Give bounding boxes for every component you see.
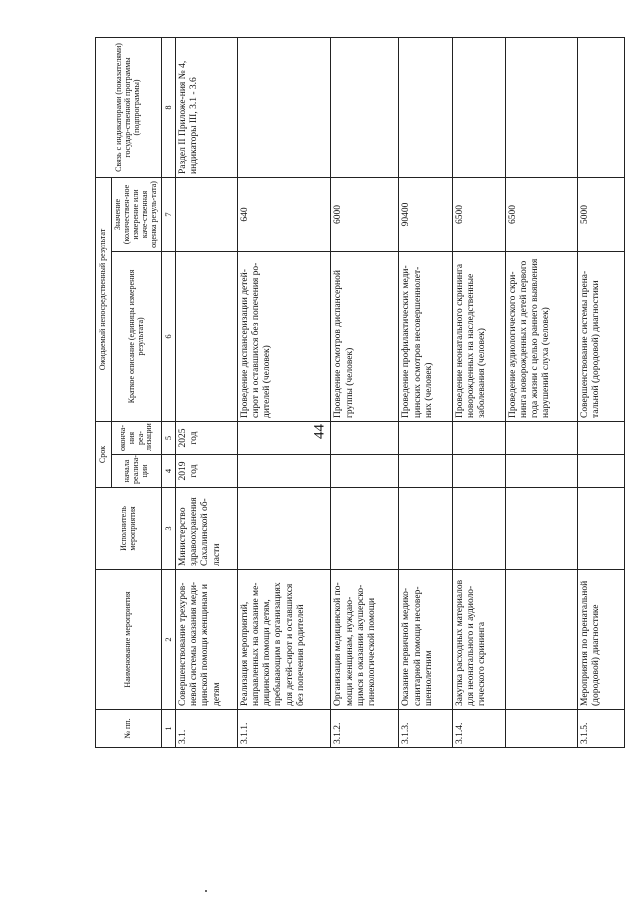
row-value: 90400 (399, 177, 452, 251)
row-description: Проведение диспансеризации детей-сирот и оставшихся без попечения ро-дителей (человек) (237, 251, 331, 421)
row-executor (505, 488, 577, 570)
row-description: Совершенствование системы прена-тальной (дородовой) диагностики (578, 251, 625, 421)
row-num: 3.1.5. (578, 710, 625, 748)
row-name: Мероприятия по пренатальной (дородовой) диагностике (578, 570, 625, 710)
row-name: Реализация мероприятий, направленных на оказание ме-дицинской помощи детям, пребывающим в организациях для детей-сирот и оставшихся без попечения родителей (237, 570, 331, 710)
row-description: Проведение неонатального скрининга новорожденных на наследственные заболевания (человек) (452, 251, 505, 421)
row-start (237, 455, 331, 488)
row-value: 6000 (331, 177, 399, 251)
row-value: 6500 (452, 177, 505, 251)
table-row (505, 37, 577, 747)
row-description: Проведение аудиологического скри-нинга новорожденных и детей первого года жизни с целью раннего выявления нарушений слуха (человек) (505, 251, 577, 421)
row-description: Проведение осмотров диспансерной группы (человек) (331, 251, 399, 421)
row-name: Оказание первичной медико-санитарной помощи несовер-шеннолетним (399, 570, 452, 710)
row-num: 3.1.4. (452, 710, 505, 748)
row-link (452, 37, 505, 177)
header-num: № пп. (96, 710, 162, 748)
row-description: Проведение профилактических меди-цинских осмотров несовершеннолет-них (человек) (399, 251, 452, 421)
scan-speck (205, 890, 207, 892)
table-row (399, 37, 452, 747)
row-end (452, 421, 505, 454)
header-start: начала реализа-ции (112, 455, 162, 488)
colnum-2: 2 (162, 570, 176, 710)
row-end: 2025 год (176, 421, 238, 454)
row-name (505, 570, 577, 710)
row-executor (331, 488, 399, 570)
colnum-5: 5 (162, 421, 176, 454)
header-name: Наименование мероприятия (96, 570, 162, 710)
row-value (176, 177, 238, 251)
row-executor (237, 488, 331, 570)
row-executor: Министерство здравоохранения Сахалинской об-ласти (176, 488, 238, 570)
colnum-4: 4 (162, 455, 176, 488)
row-executor (578, 488, 625, 570)
table-row (452, 37, 505, 747)
row-link (237, 37, 331, 177)
row-num: 3.1. (176, 710, 238, 748)
row-start (452, 455, 505, 488)
header-term: Срок (96, 421, 112, 487)
page-number: 44 (311, 424, 328, 439)
row-end (399, 421, 452, 454)
row-start (399, 455, 452, 488)
row-link (578, 37, 625, 177)
row-end (578, 421, 625, 454)
table-row (578, 37, 625, 747)
row-link (505, 37, 577, 177)
table-row (331, 37, 399, 747)
row-name: Совершенствование трехуров-невой системы оказания меди-цинской помощи женщинам и детям (176, 570, 238, 710)
row-start (578, 455, 625, 488)
row-executor (452, 488, 505, 570)
colnum-8: 8 (162, 37, 176, 177)
row-link (331, 37, 399, 177)
row-value: 6500 (505, 177, 577, 251)
header-executor: Исполнитель мероприятия (96, 488, 162, 570)
table-row (176, 37, 238, 747)
header-expected: Ожидаемый непосредственный результат (96, 177, 112, 421)
colnum-3: 3 (162, 488, 176, 570)
row-value: 640 (237, 177, 331, 251)
header-value: Значение (количествен-ное измерение или каче-ственная оценка резуль-тата) (112, 177, 162, 251)
row-num (505, 710, 577, 748)
row-link (399, 37, 452, 177)
header-end: оконча-ния реа-лизации (112, 421, 162, 454)
colnum-7: 7 (162, 177, 176, 251)
row-num: 3.1.2. (331, 710, 399, 748)
row-num: 3.1.3. (399, 710, 452, 748)
rotated-table-container (95, 38, 625, 748)
row-value: 5000 (578, 177, 625, 251)
row-end (237, 421, 331, 454)
row-end (331, 421, 399, 454)
header-description: Краткое описание (единицы измерения результата) (112, 251, 162, 421)
measures-table (95, 37, 625, 748)
row-end (505, 421, 577, 454)
row-link: Раздел II Приложе-ния № 4, индикаторы III, 3.1 - 3.6 (176, 37, 238, 177)
row-name: Закупка расходных материалов для неонатального и аудиоло-гического скрининга (452, 570, 505, 710)
row-start (331, 455, 399, 488)
colnum-1: 1 (162, 710, 176, 748)
row-name: Организация медицинской по-мощи женщинам, нуждаю-щимся в оказании акушерско-гинекологической помощи (331, 570, 399, 710)
row-start (505, 455, 577, 488)
row-description (176, 251, 238, 421)
colnum-6: 6 (162, 251, 176, 421)
table-row (237, 37, 331, 747)
row-start: 2019 год (176, 455, 238, 488)
row-executor (399, 488, 452, 570)
header-link: Связь с индикаторами (показателями) государ-ственной программы (подпрограммы) (96, 37, 162, 177)
row-num: 3.1.1. (237, 710, 331, 748)
